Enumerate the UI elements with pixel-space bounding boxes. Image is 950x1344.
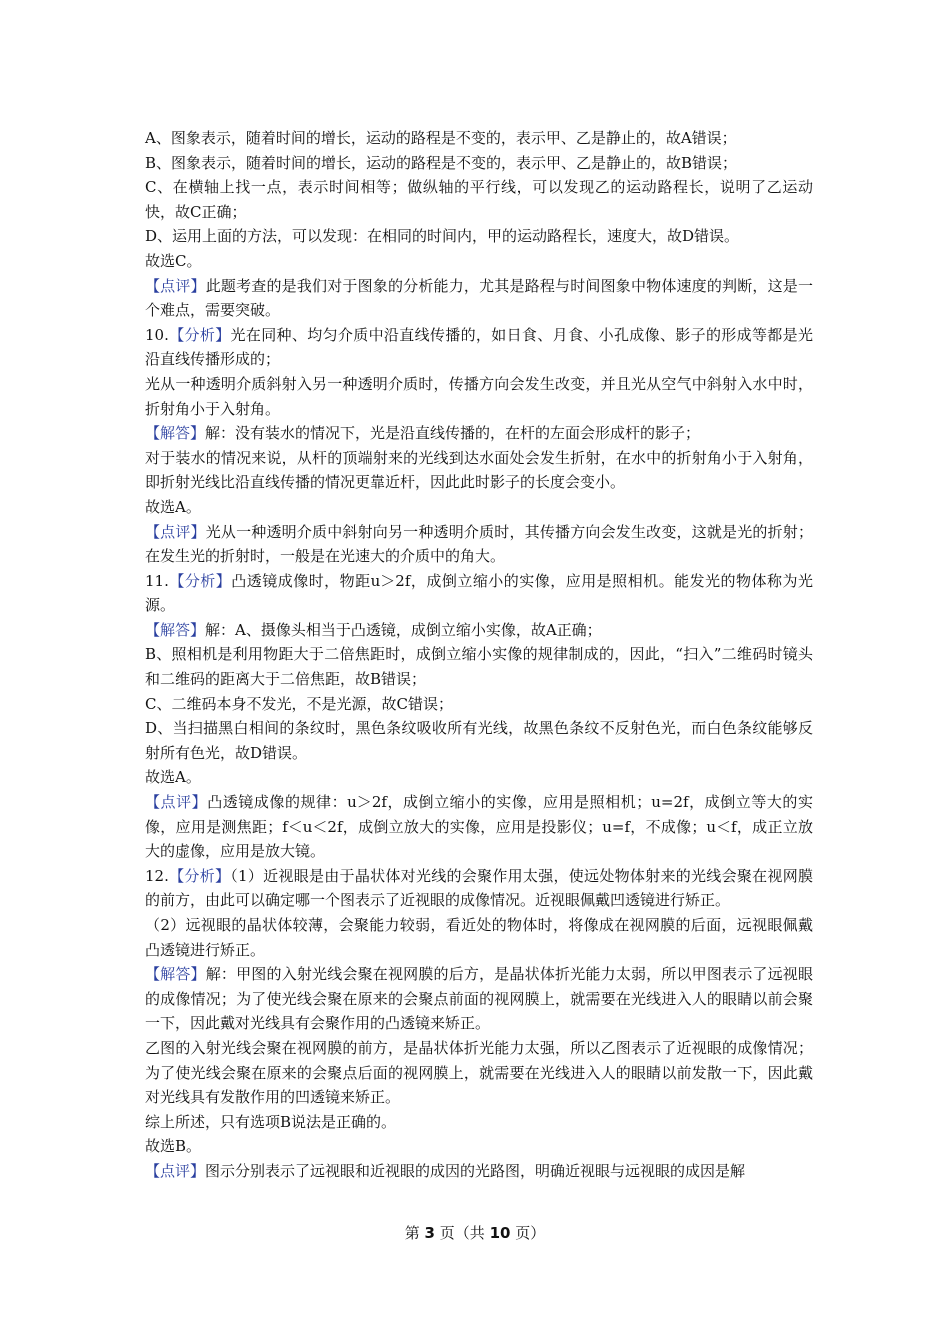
total-pages: 10 (489, 1224, 511, 1242)
q10-analysis-2: 光从一种透明介质斜射入另一种透明介质时，传播方向会发生改变，并且光从空气中斜射入水中时，折射角小于入射角。 (145, 374, 813, 418)
answer-tag: 【解答】 (145, 424, 206, 443)
answer-line-b: B、图象表示，随着时间的增长，运动的路程是不变的，表示甲、乙是静止的，故B错误； (145, 153, 738, 172)
document-body (145, 126, 813, 1184)
q12-review (145, 1159, 813, 1184)
analysis-text: （1）近视眼是由于晶状体对光线的会聚作用太强，使远处物体射来的光线会聚在视网膜的前方，由此可以确定哪一个图表示了近视眼的成像情况。近视眼佩戴凹透镜进行矫正。 (145, 866, 813, 910)
page-footer (0, 1222, 950, 1243)
q11-selection: 故选A。 (145, 768, 201, 787)
review-tag: 【点评】 (145, 793, 208, 812)
review-tag: 【点评】 (145, 276, 206, 295)
review-tag: 【点评】 (145, 1161, 206, 1180)
review-paragraph (145, 274, 813, 323)
analysis-tag: 【分析】 (168, 571, 232, 590)
answer-selection: 故选C。 (145, 251, 202, 270)
analysis-tag: 【分析】 (168, 866, 231, 885)
analysis-text: 凸透镜成像时，物距u＞2f，成倒立缩小的实像，应用是照相机。能发光的物体称为光源。 (145, 571, 813, 615)
q10-answer-2: 对于装水的情况来说，从杆的顶端射来的光线到达水面处会发生折射，在水中的折射角小于入射角，即折射光线比沿直线传播的情况更靠近杆，因此此时影子的长度会变小。 (145, 448, 813, 492)
q12-analysis-2: （2）远视眼的晶状体较薄，会聚能力较弱，看近处的物体时，将像成在视网膜的后面，远视眼佩戴凸透镜进行矫正。 (145, 916, 813, 959)
q11-review (145, 790, 813, 864)
question-number: 11. (145, 571, 169, 590)
footer-mid: 页（共 (439, 1224, 485, 1242)
analysis-tag: 【分析】 (168, 325, 231, 344)
q10-review (145, 520, 813, 569)
q12-analysis (145, 864, 813, 913)
answer-text: 解：甲图的入射光线会聚在视网膜的后方，是晶状体折光能力太弱，所以甲图表示了远视眼的成像情况；为了使光线会聚在原来的会聚点前面的视网膜上，就需要在光线进入人的眼睛以前会聚一下，因此戴对光线具有会聚作用的凸透镜来矫正。 (145, 965, 813, 1033)
answer-line-c: C、在横轴上找一点，表示时间相等；做纵轴的平行线，可以发现乙的运动路程长，说明了乙运动快，故C正确； (145, 178, 813, 221)
q11-answer-d: D、当扫描黑白相间的条纹时，黑色条纹吸收所有光线，故黑色条纹不反射色光，而白色条纹能够反射所有色光，故D错误。 (145, 719, 813, 762)
answer-text: 解：A、摄像头相当于凸透镜，成倒立缩小实像，故A正确； (205, 620, 602, 639)
page-number: 3 (424, 1224, 435, 1242)
answer-line-a: A、图象表示，随着时间的增长，运动的路程是不变的，表示甲、乙是静止的，故A错误； (145, 129, 737, 147)
question-number: 10. (145, 325, 169, 344)
question-number: 12. (145, 866, 169, 885)
q11-answer-c: C、二维码本身不发光，不是光源，故C错误； (145, 694, 453, 713)
q10-analysis (145, 323, 813, 372)
q12-summary: 综上所述，只有选项B说法是正确的。 (145, 1112, 397, 1131)
q10-selection: 故选A。 (145, 497, 201, 516)
answer-text: 解：没有装水的情况下，光是沿直线传播的，在杆的左面会形成杆的影子； (205, 424, 701, 443)
answer-line-d: D、运用上面的方法，可以发现：在相同的时间内，甲的运动路程长，速度大，故D错误。 (145, 227, 740, 246)
review-text: 光从一种透明介质中斜射向另一种透明介质时，其传播方向会发生改变，这就是光的折射；在发生光的折射时，一般是在光速大的介质中的角大。 (145, 522, 813, 566)
q11-answer (145, 618, 813, 643)
q12-selection: 故选B。 (145, 1137, 202, 1156)
review-text: 凸透镜成像的规律：u＞2f，成倒立缩小的实像，应用是照相机；u=2f，成倒立等大的实像，应用是测焦距；f＜u＜2f，成倒立放大的实像，应用是投影仪；u=f，不成像；u＜f，成正立放大的虚像，应用是放大镜。 (145, 793, 813, 861)
review-tag: 【点评】 (145, 522, 206, 541)
footer-suffix: 页） (515, 1224, 546, 1242)
footer-prefix: 第 (404, 1224, 420, 1242)
q10-answer (145, 421, 813, 446)
answer-tag: 【解答】 (145, 620, 206, 639)
q12-answer-2: 乙图的入射光线会聚在视网膜的前方，是晶状体折光能力太强，所以乙图表示了近视眼的成像情况；为了使光线会聚在原来的会聚点后面的视网膜上，就需要在光线进入人的眼睛以前发散一下，因此戴对光线具有发散作用的凹透镜来矫正。 (145, 1038, 813, 1107)
analysis-text: 光在同种、均匀介质中沿直线传播的，如日食、月食、小孔成像、影子的形成等都是光沿直线传播形成的； (145, 325, 813, 369)
review-text: 此题考查的是我们对于图象的分析能力，尤其是路程与时间图象中物体速度的判断，这是一个难点，需要突破。 (145, 276, 813, 320)
q12-answer (145, 962, 813, 1036)
q11-answer-b: B、照相机是利用物距大于二倍焦距时，成倒立缩小实像的规律制成的，因此，“扫入”二维码时镜头和二维码的距离大于二倍焦距，故B错误； (145, 645, 813, 689)
q11-analysis (145, 569, 813, 618)
review-text: 图示分别表示了远视眼和近视眼的成因的光路图，明确近视眼与远视眼的成因是解 (205, 1161, 746, 1180)
answer-tag: 【解答】 (145, 965, 206, 984)
